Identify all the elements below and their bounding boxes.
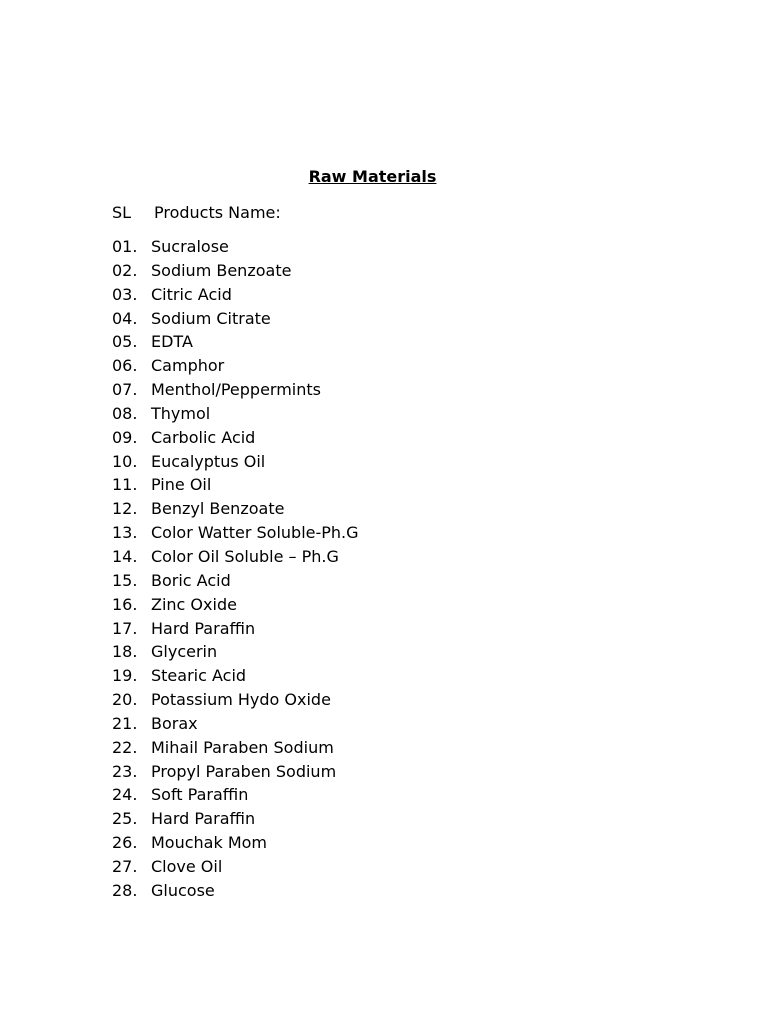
list-item bbox=[112, 760, 359, 784]
item-number: 25. bbox=[112, 809, 138, 829]
list-item bbox=[112, 736, 359, 760]
products-name-column-header: Products Name: bbox=[154, 203, 281, 222]
list-item bbox=[112, 521, 359, 545]
list-item bbox=[112, 688, 359, 712]
item-name: Potassium Hydo Oxide bbox=[151, 690, 331, 710]
item-name: Glucose bbox=[151, 880, 215, 900]
sl-column-header: SL bbox=[112, 203, 132, 222]
list-item bbox=[112, 855, 359, 879]
item-number: 17. bbox=[112, 618, 138, 638]
item-name: Stearic Acid bbox=[151, 666, 247, 686]
item-name: Sucralose bbox=[151, 237, 229, 256]
item-number: 22. bbox=[112, 737, 138, 757]
item-number: 27. bbox=[112, 856, 138, 876]
item-name: Hard Paraffin bbox=[151, 618, 256, 638]
list-item bbox=[112, 712, 359, 736]
list-item bbox=[112, 378, 359, 402]
item-number: 06. bbox=[112, 356, 138, 376]
raw-materials-list bbox=[112, 235, 359, 903]
item-name: Mihail Paraben Sodium bbox=[151, 737, 334, 757]
item-name: Hard Paraffin bbox=[151, 809, 256, 829]
item-name: Camphor bbox=[151, 356, 225, 376]
page-title: Raw Materials bbox=[308, 167, 437, 186]
item-name: Sodium Citrate bbox=[151, 308, 271, 328]
list-item bbox=[112, 593, 359, 617]
item-number: 10. bbox=[112, 451, 138, 471]
item-name: Boric Acid bbox=[151, 570, 231, 590]
item-number: 14. bbox=[112, 546, 138, 566]
item-number: 07. bbox=[112, 380, 138, 400]
list-item bbox=[112, 545, 359, 569]
item-number: 01. bbox=[112, 237, 138, 256]
list-item bbox=[112, 497, 359, 521]
item-name: Color Watter Soluble-Ph.G bbox=[151, 523, 359, 543]
list-item bbox=[112, 402, 359, 426]
item-number: 28. bbox=[112, 880, 138, 900]
item-number: 03. bbox=[112, 284, 138, 304]
list-item bbox=[112, 664, 359, 688]
item-name: Pine Oil bbox=[151, 475, 212, 495]
list-item bbox=[112, 831, 359, 855]
item-number: 21. bbox=[112, 713, 138, 733]
item-name: Menthol/Peppermints bbox=[151, 380, 321, 400]
item-number: 11. bbox=[112, 475, 138, 495]
list-item bbox=[112, 569, 359, 593]
list-item bbox=[112, 259, 359, 283]
item-number: 26. bbox=[112, 833, 138, 853]
item-number: 18. bbox=[112, 642, 138, 662]
list-item bbox=[112, 283, 359, 307]
item-number: 12. bbox=[112, 499, 138, 519]
list-item bbox=[112, 473, 359, 497]
item-name: Soft Paraffin bbox=[151, 785, 249, 805]
item-name: Color Oil Soluble – Ph.G bbox=[151, 546, 339, 566]
item-number: 16. bbox=[112, 594, 138, 614]
item-name: Clove Oil bbox=[151, 856, 223, 876]
list-item bbox=[112, 450, 359, 474]
item-number: 19. bbox=[112, 666, 138, 686]
item-name: Thymol bbox=[151, 403, 211, 423]
item-name: Citric Acid bbox=[151, 284, 232, 304]
item-name: Mouchak Mom bbox=[151, 833, 268, 853]
list-item bbox=[112, 807, 359, 831]
item-name: Carbolic Acid bbox=[151, 427, 256, 447]
item-number: 20. bbox=[112, 690, 138, 710]
item-name: EDTA bbox=[151, 332, 193, 352]
list-item bbox=[112, 235, 359, 259]
list-item bbox=[112, 330, 359, 354]
item-number: 24. bbox=[112, 785, 138, 805]
list-item bbox=[112, 879, 359, 903]
list-item bbox=[112, 783, 359, 807]
list-item bbox=[112, 617, 359, 641]
item-number: 09. bbox=[112, 427, 138, 447]
list-item bbox=[112, 307, 359, 331]
list-item bbox=[112, 354, 359, 378]
item-number: 02. bbox=[112, 260, 138, 280]
item-number: 05. bbox=[112, 332, 138, 352]
item-number: 08. bbox=[112, 403, 138, 423]
list-item bbox=[112, 640, 359, 664]
item-name: Sodium Benzoate bbox=[151, 260, 292, 280]
item-name: Benzyl Benzoate bbox=[151, 499, 285, 519]
list-item bbox=[112, 426, 359, 450]
column-header-row bbox=[112, 202, 281, 224]
item-number: 04. bbox=[112, 308, 138, 328]
item-name: Borax bbox=[151, 713, 198, 733]
item-name: Glycerin bbox=[151, 642, 218, 662]
item-name: Propyl Paraben Sodium bbox=[151, 761, 337, 781]
item-name: Zinc Oxide bbox=[151, 594, 237, 614]
item-number: 13. bbox=[112, 523, 138, 543]
item-number: 15. bbox=[112, 570, 138, 590]
item-number: 23. bbox=[112, 761, 138, 781]
item-name: Eucalyptus Oil bbox=[151, 451, 266, 471]
